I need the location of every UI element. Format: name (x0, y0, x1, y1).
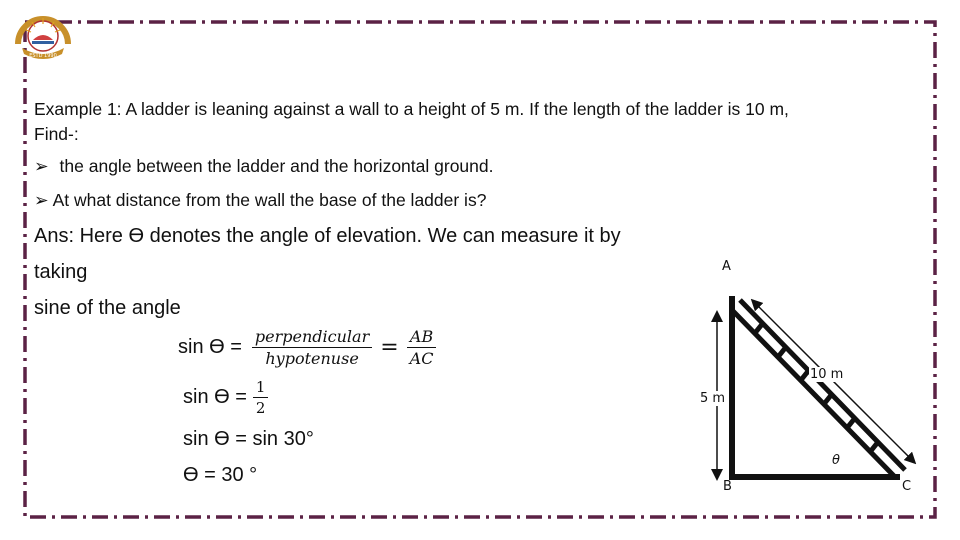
bullet-text-distance: At what distance from the wall the base of the ladder is? (52, 190, 487, 210)
ladder-rail-outer (740, 300, 905, 470)
equation-sine-half (183, 378, 268, 417)
angle-theta-label: θ (832, 453, 840, 468)
equation-theta-result: Ө = 30 ° (183, 464, 258, 486)
eq2-lhs: sin Ө = (183, 386, 247, 408)
answer-line-1: Ans: Here Ө denotes the angle of elevation. We can measure it by (34, 225, 621, 247)
school-emblem-icon (8, 4, 78, 66)
arrow-bullet-icon: ➢ (34, 156, 49, 176)
eq1-denominator: hypotenuse (265, 349, 359, 368)
height-length-label: 5 m (700, 391, 726, 406)
eq1-equals: = (380, 335, 399, 360)
eq1-lhs: sin Ө = (178, 336, 242, 358)
equation-sine-thirty: sin Ө = sin 30° (183, 428, 314, 450)
eq1-numerator-ab: AB (407, 327, 436, 348)
answer-line-2: taking (34, 261, 88, 283)
vertex-label-c: C (902, 479, 912, 494)
logo-text: ESTD 1990 (29, 53, 57, 59)
eq1-fraction-words (252, 327, 372, 368)
eq1-numerator: perpendicular (252, 327, 372, 348)
eq2-fraction (253, 378, 269, 417)
answer-line-3: sine of the angle (34, 297, 181, 319)
eq1-fraction-sides (407, 327, 437, 368)
hypotenuse-length-label: 10 m (810, 367, 844, 382)
bullet-item-distance (34, 190, 486, 211)
vertex-label-b: B (723, 479, 732, 494)
eq1-denominator-ac: AC (409, 349, 434, 368)
question-find: Find-: (34, 124, 79, 144)
eq2-denominator: 2 (255, 399, 266, 417)
question-intro: Example 1: A ladder is leaning against a wall to a height of 5 m. If the length of the ladder is 10 m, (34, 99, 789, 119)
bullet-text-angle: the angle between the ladder and the horizontal ground. (59, 156, 494, 176)
arrow-bullet-icon: ➢ (34, 190, 49, 210)
vertex-label-a: A (722, 259, 731, 274)
bullet-item-angle (34, 156, 493, 177)
equation-sine-ratio (178, 327, 436, 368)
eq2-numerator: 1 (253, 378, 269, 398)
ladder-rungs (755, 323, 878, 452)
